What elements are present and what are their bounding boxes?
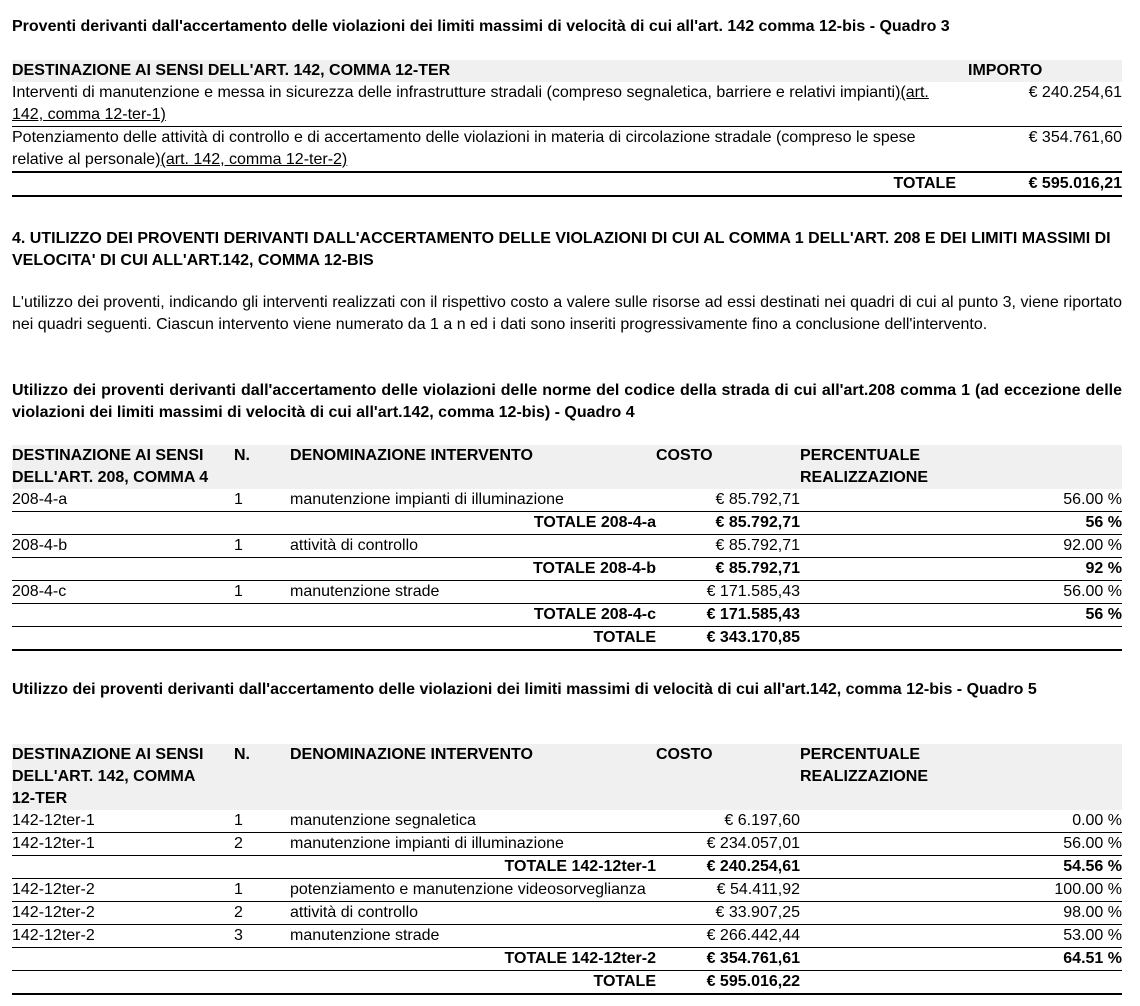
subtotal-row	[12, 948, 1122, 971]
cell-dest: 142-12ter-2	[12, 925, 234, 948]
cell-perc: 0.00 %	[800, 810, 1122, 833]
cell-perc: 56.00 %	[800, 833, 1122, 856]
cell-dest: 142-12ter-2	[12, 879, 234, 902]
cell-n: 1	[234, 581, 290, 604]
cell-denom: potenziamento e manutenzione videosorveglianza	[290, 879, 656, 902]
cell-perc: 56 %	[800, 604, 1122, 627]
subtotal-row	[12, 604, 1122, 627]
cell-costo: € 85.792,71	[656, 512, 800, 535]
quadro4-section	[12, 445, 1122, 651]
cell-n: 1	[234, 810, 290, 833]
quadro3-total-label: TOTALE	[12, 172, 956, 196]
cell-n: 2	[234, 833, 290, 856]
cell-total-label: TOTALE 142-12ter-1	[290, 856, 656, 879]
quadro3-header-destinazione: DESTINAZIONE AI SENSI DELL'ART. 142, COMMA 12-TER	[12, 60, 956, 82]
cell-total-label: TOTALE 208-4-c	[290, 604, 656, 627]
quadro4-grand-total-value: € 343.170,85	[656, 627, 800, 651]
quadro4-header-costo: COSTO	[656, 445, 800, 489]
cell-dest: 208-4-c	[12, 581, 234, 604]
cell-costo: € 234.057,01	[656, 833, 800, 856]
cell-denom: manutenzione impianti di illuminazione	[290, 489, 656, 512]
table-row	[12, 489, 1122, 512]
cell-perc: 54.56 %	[800, 856, 1122, 879]
cell-costo: € 6.197,60	[656, 810, 800, 833]
table-row	[12, 581, 1122, 604]
quadro3-total-value: € 595.016,21	[956, 172, 1122, 196]
quadro3-header-importo: IMPORTO	[956, 60, 1122, 82]
quadro5-section	[12, 744, 1122, 995]
table-row	[12, 810, 1122, 833]
total-row	[12, 172, 1122, 196]
grand-total-row	[12, 971, 1122, 995]
cell-n: 3	[234, 925, 290, 948]
cell-costo: € 33.907,25	[656, 902, 800, 925]
table-row	[12, 902, 1122, 925]
quadro3-row-desc: Potenziamento delle attività di controllo e di accertamento delle violazioni in materia di circolazione stradale (compreso le spese relative al personale)	[12, 129, 916, 168]
grand-total-row	[12, 627, 1122, 651]
quadro3-section	[12, 60, 1122, 197]
cell-n: 1	[234, 879, 290, 902]
cell-denom: attività di controllo	[290, 535, 656, 558]
quadro3-row-importo: € 354.761,60	[956, 127, 1122, 173]
cell-costo: € 171.585,43	[656, 604, 800, 627]
quadro4-grand-total-label: TOTALE	[290, 627, 656, 651]
quadro3-table	[12, 60, 1122, 197]
quadro4-header-destinazione: DESTINAZIONE AI SENSI DELL'ART. 208, COMMA 4	[12, 445, 234, 489]
subtotal-row	[12, 558, 1122, 581]
cell-dest: 142-12ter-1	[12, 833, 234, 856]
cell-perc: 92 %	[800, 558, 1122, 581]
cell-perc: 53.00 %	[800, 925, 1122, 948]
quadro5-header-row	[12, 744, 1122, 810]
cell-denom: manutenzione impianti di illuminazione	[290, 833, 656, 856]
cell-dest: 208-4-a	[12, 489, 234, 512]
quadro4-table	[12, 445, 1122, 651]
cell-denom: manutenzione strade	[290, 925, 656, 948]
table-row	[12, 833, 1122, 856]
section4-title: 4. UTILIZZO DEI PROVENTI DERIVANTI DALL'ACCERTAMENTO DELLE VIOLAZIONI DI CUI AL COMMA 1 DELL'ART. 208 E DEI LIMITI MASSIMI DI VELOCITA' DI CUI ALL'ART.142, COMMA 12-BIS	[12, 230, 1111, 269]
cell-costo: € 354.761,61	[656, 948, 800, 971]
cell-n: 1	[234, 489, 290, 512]
table-row	[12, 879, 1122, 902]
cell-costo: € 85.792,71	[656, 489, 800, 512]
table-row	[12, 82, 1122, 127]
cell-costo: € 240.254,61	[656, 856, 800, 879]
cell-total-label: TOTALE 208-4-b	[290, 558, 656, 581]
cell-perc: 100.00 %	[800, 879, 1122, 902]
quadro5-title: Utilizzo dei proventi derivanti dall'accertamento delle violazioni dei limiti massimi di velocità di cui all'art.142, comma 12-bis - Quadro 5	[12, 681, 1037, 698]
cell-perc: 92.00 %	[800, 535, 1122, 558]
cell-perc: 98.00 %	[800, 902, 1122, 925]
cell-denom: manutenzione segnaletica	[290, 810, 656, 833]
quadro3-row-ref: (art. 142, comma 12-ter-1)	[12, 84, 929, 123]
quadro4-header-n: N.	[234, 445, 290, 489]
quadro5-header-destinazione: DESTINAZIONE AI SENSI DELL'ART. 142, COMMA 12-TER	[12, 746, 204, 807]
quadro5-header-n: N.	[234, 744, 290, 810]
quadro5-header-denominazione: DENOMINAZIONE INTERVENTO	[290, 744, 656, 810]
quadro5-grand-total-label: TOTALE	[290, 971, 656, 995]
quadro4-header-denominazione: DENOMINAZIONE INTERVENTO	[290, 445, 656, 489]
cell-costo: € 54.411,92	[656, 879, 800, 902]
table-row	[12, 925, 1122, 948]
section4-paragraph: L'utilizzo dei proventi, indicando gli interventi realizzati con il rispettivo costo a valere sulle risorse ad essi destinati nei quadri di cui al punto 3, viene riportato nei quadri seguenti. Ciascun intervento viene numerato da 1 a n ed i dati sono inseriti progressivamente fino a conclusione dell'intervento.	[12, 294, 1122, 333]
quadro5-header-percentuale: PERCENTUALE REALIZZAZIONE	[800, 746, 928, 785]
quadro5-grand-total-value: € 595.016,22	[656, 971, 800, 995]
cell-perc: 64.51 %	[800, 948, 1122, 971]
cell-n: 2	[234, 902, 290, 925]
cell-costo: € 85.792,71	[656, 535, 800, 558]
cell-costo: € 85.792,71	[656, 558, 800, 581]
quadro5-header-costo: COSTO	[656, 744, 800, 810]
cell-dest: 208-4-b	[12, 535, 234, 558]
cell-perc: 56 %	[800, 512, 1122, 535]
cell-denom: manutenzione strade	[290, 581, 656, 604]
cell-dest: 142-12ter-2	[12, 902, 234, 925]
cell-costo: € 171.585,43	[656, 581, 800, 604]
subtotal-row	[12, 856, 1122, 879]
quadro3-title: Proventi derivanti dall'accertamento delle violazioni dei limiti massimi di velocità di cui all'art. 142 comma 12-bis - Quadro 3	[12, 18, 950, 35]
table-row	[12, 127, 1122, 173]
cell-total-label: TOTALE 208-4-a	[290, 512, 656, 535]
cell-total-label: TOTALE 142-12ter-2	[290, 948, 656, 971]
table-row	[12, 535, 1122, 558]
subtotal-row	[12, 512, 1122, 535]
quadro3-row-ref: (art. 142, comma 12-ter-2)	[160, 151, 348, 168]
cell-denom: attività di controllo	[290, 902, 656, 925]
cell-n: 1	[234, 535, 290, 558]
cell-costo: € 266.442,44	[656, 925, 800, 948]
cell-dest: 142-12ter-1	[12, 810, 234, 833]
quadro4-title: Utilizzo dei proventi derivanti dall'accertamento delle violazioni delle norme del codice della strada di cui all'art.208 comma 1 (ad eccezione delle violazioni dei limiti massimi di velocità di cui all'art.142, comma 12-bis) - Quadro 4	[12, 382, 1122, 421]
cell-perc: 56.00 %	[800, 581, 1122, 604]
quadro3-row-importo: € 240.254,61	[956, 82, 1122, 127]
quadro4-header-row	[12, 445, 1122, 489]
quadro3-row-desc: Interventi di manutenzione e messa in sicurezza delle infrastrutture stradali (compreso segnaletica, barriere e relativi impianti)	[12, 84, 901, 101]
quadro5-table	[12, 744, 1122, 995]
quadro4-header-percentuale: PERCENTUALE REALIZZAZIONE	[800, 447, 928, 486]
cell-perc: 56.00 %	[800, 489, 1122, 512]
